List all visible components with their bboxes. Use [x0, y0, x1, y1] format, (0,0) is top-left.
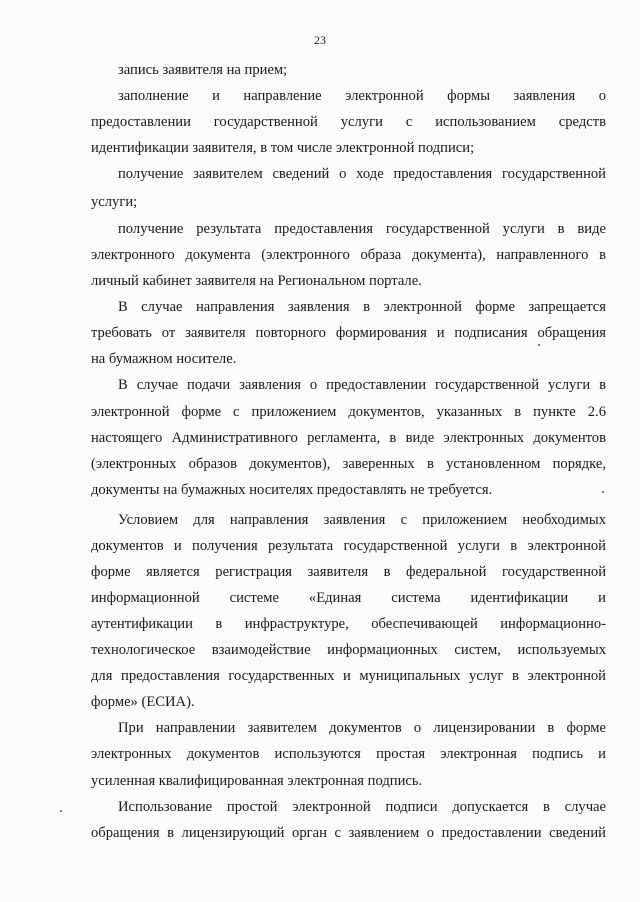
text-line: электронного документа (электронного образа документа), направленного в: [91, 247, 606, 263]
text-line: настоящего Административного регламента, в виде электронных документов: [91, 430, 606, 446]
text-line: получение заявителем сведений о ходе предоставления государственной: [118, 166, 606, 182]
text-line: получение результата предоставления государственной услуги в виде: [118, 221, 606, 237]
text-line: документы на бумажных носителях предоставлять не требуется.: [91, 482, 493, 498]
text-line: электронных документов используются простая электронная подпись и: [91, 746, 606, 762]
text-line: услуги;: [91, 194, 138, 210]
text-line: технологическое взаимодействие информационных систем, используемых: [91, 642, 606, 658]
text-line: форме» (ЕСИА).: [91, 694, 195, 710]
text-line: документов и получения результата государственной услуги в электронной: [91, 538, 606, 554]
text-line: электронной форме с приложением документов, указанных в пункте 2.6: [91, 404, 606, 420]
text-line: требовать от заявителя повторного формирования и подписания обращения: [91, 325, 606, 341]
scan-speck: [602, 491, 604, 493]
text-line: заполнение и направление электронной формы заявления о: [118, 88, 606, 104]
text-line: идентификации заявителя, в том числе электронной подписи;: [91, 140, 475, 156]
text-line: Использование простой электронной подписи допускается в случае: [118, 799, 606, 815]
text-line: При направлении заявителем документов о лицензировании в форме: [118, 720, 606, 736]
text-line: В случае направления заявления в электронной форме запрещается: [118, 299, 606, 315]
text-line: информационной системе «Единая система идентификации и: [91, 590, 606, 606]
text-line: личный кабинет заявителя на Региональном портале.: [91, 273, 422, 289]
text-line: запись заявителя на прием;: [118, 62, 288, 78]
text-line: В случае подачи заявления о предоставлении государственной услуги в: [118, 377, 606, 393]
scan-speck: [538, 344, 540, 346]
text-line: аутентификации в инфраструктуре, обеспечивающей информационно-: [91, 616, 606, 632]
page-number: 23: [314, 33, 326, 47]
text-line: Условием для направления заявления с приложением необходимых: [118, 512, 606, 528]
text-line: на бумажном носителе.: [91, 351, 237, 367]
scan-speck: [60, 810, 62, 812]
text-line: усиленная квалифицированная электронная подпись.: [91, 773, 423, 789]
text-line: (электронных образов документов), заверенных в установленном порядке,: [91, 456, 606, 472]
text-line: для предоставления государственных и муниципальных услуг в электронной: [91, 668, 606, 684]
text-line: обращения в лицензирующий орган с заявлением о предоставлении сведений: [91, 825, 606, 841]
text-line: предоставлении государственной услуги с использованием средств: [91, 114, 606, 130]
text-line: форме является регистрация заявителя в федеральной государственной: [91, 564, 606, 580]
